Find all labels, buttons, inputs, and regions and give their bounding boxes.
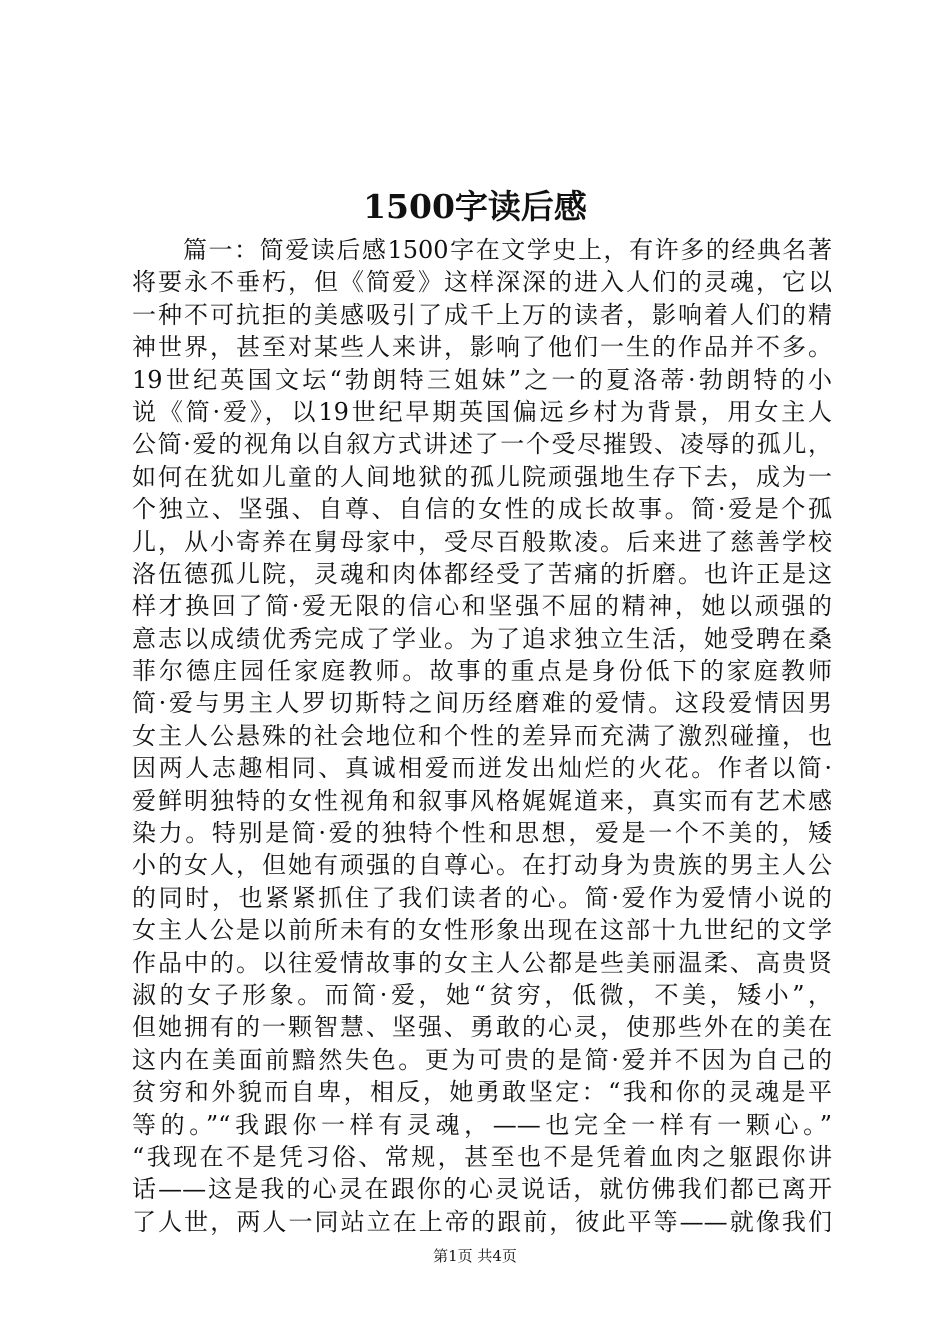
body-line: 洛伍德孤儿院，灵魂和肉体都经受了苦痛的折磨。也许正是这 bbox=[132, 559, 832, 588]
body-line: 的同时，也紧紧抓住了我们读者的心。简·爱作为爱情小说的 bbox=[132, 883, 832, 912]
body-line: 小的女人，但她有顽强的自尊心。在打动身为贵族的男主人公 bbox=[132, 851, 832, 880]
document-body bbox=[132, 234, 832, 1238]
body-line: 神世界，甚至对某些人来讲，影响了他们一生的作品并不多。 bbox=[132, 333, 832, 362]
body-line: 菲尔德庄园任家庭教师。故事的重点是身份低下的家庭教师 bbox=[132, 657, 832, 686]
body-line: 了人世，两人一同站立在上帝的跟前，彼此平等——就像我们 bbox=[132, 1207, 832, 1236]
body-line: 篇一：简爱读后感1500字在文学史上，有许多的经典名著 bbox=[183, 236, 832, 264]
body-line: 爱鲜明独特的女性视角和叙事风格娓娓道来，真实而有艺术感 bbox=[132, 786, 832, 815]
body-line: 将要永不垂朽，但《简爱》这样深深的进入人们的灵魂，它以 bbox=[132, 268, 832, 297]
body-line: 淑的女子形象。而简·爱，她“贫穷，低微，不美，矮小”， bbox=[132, 980, 832, 1009]
body-line: 意志以成绩优秀完成了学业。为了追求独立生活，她受聘在桑 bbox=[132, 624, 832, 653]
body-line: 染力。特别是简·爱的独特个性和思想，爱是一个不美的，矮 bbox=[132, 819, 832, 848]
body-line: 但她拥有的一颗智慧、坚强、勇敢的心灵，使那些外在的美在 bbox=[132, 1013, 832, 1042]
body-line: 这内在美面前黯然失色。更为可贵的是简·爱并不因为自己的 bbox=[132, 1045, 832, 1074]
body-line: 等的。”“我跟你一样有灵魂，——也完全一样有一颗心。” bbox=[132, 1110, 832, 1139]
body-line: 简·爱与男主人罗切斯特之间历经磨难的爱情。这段爱情因男 bbox=[132, 689, 832, 718]
body-line: 因两人志趣相同、真诚相爱而迸发出灿烂的火花。作者以简· bbox=[132, 754, 832, 783]
body-line: 女主人公是以前所未有的女性形象出现在这部十九世纪的文学 bbox=[132, 916, 832, 945]
body-line: 个独立、坚强、自尊、自信的女性的成长故事。简·爱是个孤 bbox=[132, 495, 832, 524]
body-line: 19世纪英国文坛“勃朗特三姐妹”之一的夏洛蒂·勃朗特的小 bbox=[132, 365, 832, 394]
body-line: 说《简·爱》，以19世纪早期英国偏远乡村为背景，用女主人 bbox=[132, 397, 832, 426]
document-title: 1500字读后感 bbox=[363, 187, 587, 226]
body-line: 话——这是我的心灵在跟你的心灵说话，就仿佛我们都已离开 bbox=[132, 1175, 832, 1204]
body-line: 贫穷和外貌而自卑，相反，她勇敢坚定：“我和你的灵魂是平 bbox=[132, 1078, 832, 1107]
body-line: “我现在不是凭习俗、常规，甚至也不是凭着血肉之躯跟你讲 bbox=[132, 1142, 832, 1171]
page-footer: 第1页 共4页 bbox=[433, 1247, 517, 1265]
body-line: 公简·爱的视角以自叙方式讲述了一个受尽摧毁、凌辱的孤儿， bbox=[132, 430, 832, 459]
body-line: 如何在犹如儿童的人间地狱的孤儿院顽强地生存下去，成为一 bbox=[132, 462, 832, 491]
body-line: 样才换回了简·爱无限的信心和坚强不屈的精神，她以顽强的 bbox=[132, 592, 832, 621]
body-line: 女主人公悬殊的社会地位和个性的差异而充满了激烈碰撞，也 bbox=[132, 721, 832, 750]
body-line: 儿，从小寄养在舅母家中，受尽百般欺凌。后来进了慈善学校 bbox=[132, 527, 832, 556]
body-line: 作品中的。以往爱情故事的女主人公都是些美丽温柔、高贵贤 bbox=[132, 948, 832, 977]
body-line: 一种不可抗拒的美感吸引了成千上万的读者，影响着人们的精 bbox=[132, 300, 832, 329]
